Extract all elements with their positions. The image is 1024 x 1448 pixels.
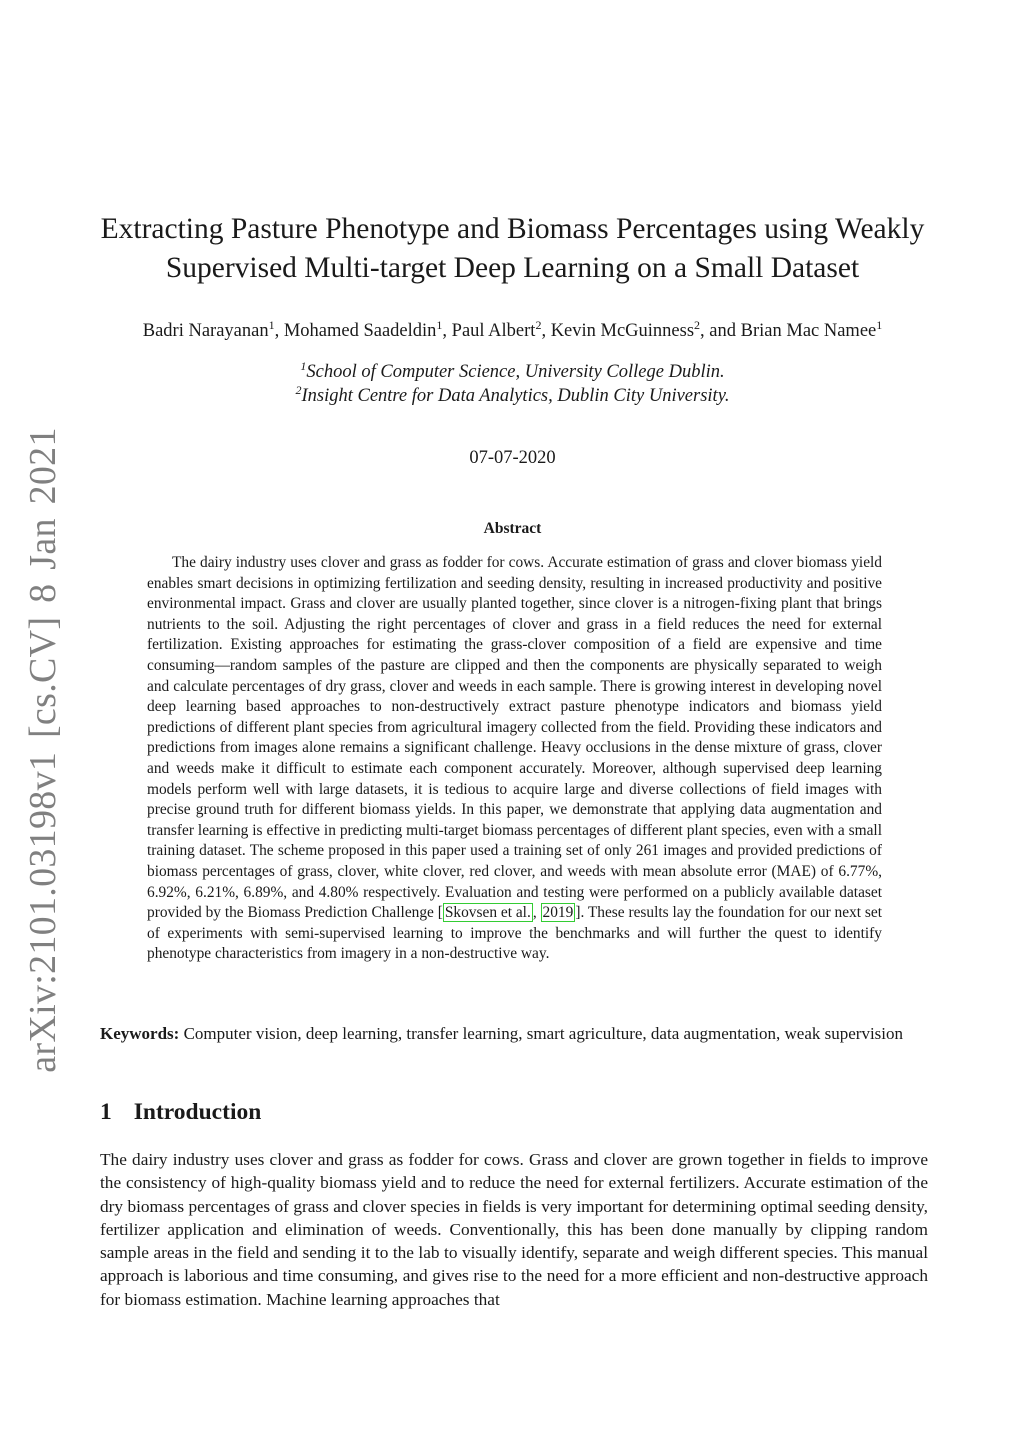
author-affiliation-mark: 2 <box>535 318 542 332</box>
section-number: 1 <box>100 1099 112 1125</box>
citation-link[interactable]: Skovsen et al. <box>444 904 531 922</box>
author-affiliation-mark: 1 <box>876 318 883 332</box>
author-name: Paul Albert <box>451 321 536 341</box>
author-affiliation-mark: 2 <box>694 318 701 332</box>
author-name: Kevin McGuinness <box>550 321 695 341</box>
author-affiliation-mark: 1 <box>436 318 443 332</box>
affiliations <box>90 360 935 408</box>
keywords-label: Keywords: <box>100 1024 180 1043</box>
affiliation-line: $^2$Insight Centre for Data Analytics, Dublin City University. <box>295 383 730 406</box>
author-list: Badri Narayanan$^1$, Mohamed Saadeldin$^1$, Paul Albert$^2$, Kevin McGuinness$^2$, and Brian Mac Namee$^1$ <box>142 318 883 341</box>
arxiv-identifier-stamp[interactable]: arXiv:2101.03198v1 [cs.CV] 8 Jan 2021 <box>22 427 64 1073</box>
keywords-text: Computer vision, deep learning, transfer learning, smart agriculture, data augmentation, weak supervision <box>183 1024 904 1043</box>
author-name: Badri Narayanan <box>142 321 269 341</box>
author-name: Mohamed Saadeldin <box>283 321 437 341</box>
introduction-paragraph: The dairy industry uses clover and grass as fodder for cows. Grass and clover are grown together in fields to improve the consistency of high-quality biomass yield and to reduce the need for external fertilizers. Accurate estimation of the dry biomass percentages of grass and clover species in fields is very important for determining optimal seeding density, fertilizer application and elimination of weeds. Conventionally, this has been done manually by clipping random sample areas in the field and sending it to the lab to visually identify, separate and weigh different species. This manual approach is laborious and time consuming, and gives rise to the need for a more efficient and non-destructive approach for biomass estimation. Machine learning approaches that <box>100 1150 928 1309</box>
affiliation-line: $^1$School of Computer Science, University College Dublin. <box>300 359 725 382</box>
section-title: Introduction <box>133 1099 262 1125</box>
paper-title: Extracting Pasture Phenotype and Biomass Percentages using Weakly Supervised Multi-target Deep Learning on a Small Dataset <box>100 213 925 284</box>
section-heading-introduction <box>100 1099 261 1126</box>
citation-year-link[interactable]: 2019 <box>542 904 574 922</box>
author-affiliation-mark: 1 <box>268 318 275 332</box>
paper-date: 07-07-2020 <box>469 448 556 468</box>
keywords <box>100 1022 928 1045</box>
author-name: Brian Mac Namee <box>740 321 877 341</box>
abstract-heading: Abstract <box>483 520 542 537</box>
abstract-text: The dairy industry uses clover and grass as fodder for cows. Accurate estimation of grass and clover biomass yield enables smart decisions in optimizing fertilization and seeding density, resulting in increased productivity and positive environmental impact. Grass and clover are usually planted together, since clover is a nitrogen-fixing plant that brings nutrients to the soil. Adjusting the right percentages of clover and grass in a field reduces the need for external fertilization. Existing approaches for estimating the grass-clover composition of a field are expensive and time consuming—random samples of the pasture are clipped and then the components are physically separated to weigh and calculate percentages of dry grass, clover and weeds in each sample. There is growing interest in developing novel deep learning based approaches to non-destructively extract pasture phenotype indicators and biomass yield predictions of different plant species from agricultural imagery collected from the field. Providing these indicators and predictions from images alone remains a significant challenge. Heavy occlusions in the dense mixture of grass, clover and weeds make it difficult to estimate each component accurately. Moreover, although supervised deep learning models perform well with large datasets, it is tedious to acquire large and diverse collections of field images with precise ground truth for different biomass yields. In this paper, we demonstrate that applying data augmentation and transfer learning is effective in predicting multi-target biomass percentages of different plant species, even with a small training dataset. The scheme proposed in this paper used a training set of only 261 images and provided predictions of biomass percentages of grass, clover, white clover, red clover, and weeds with mean absolute error (MAE) of 6.77%, 6.92%, 6.21%, 6.89%, and 4.80% respectively. Evaluation and testing were performed on a publicly available dataset provided by the Biomass Prediction Challenge [ Skovsen et al. , 2019 ]. These results lay the foundation for our next set of experiments with semi-supervised learning to improve the benchmarks and will further the quest to identify phenotype characteristics from imagery in a non-destructive way. <box>147 554 883 963</box>
